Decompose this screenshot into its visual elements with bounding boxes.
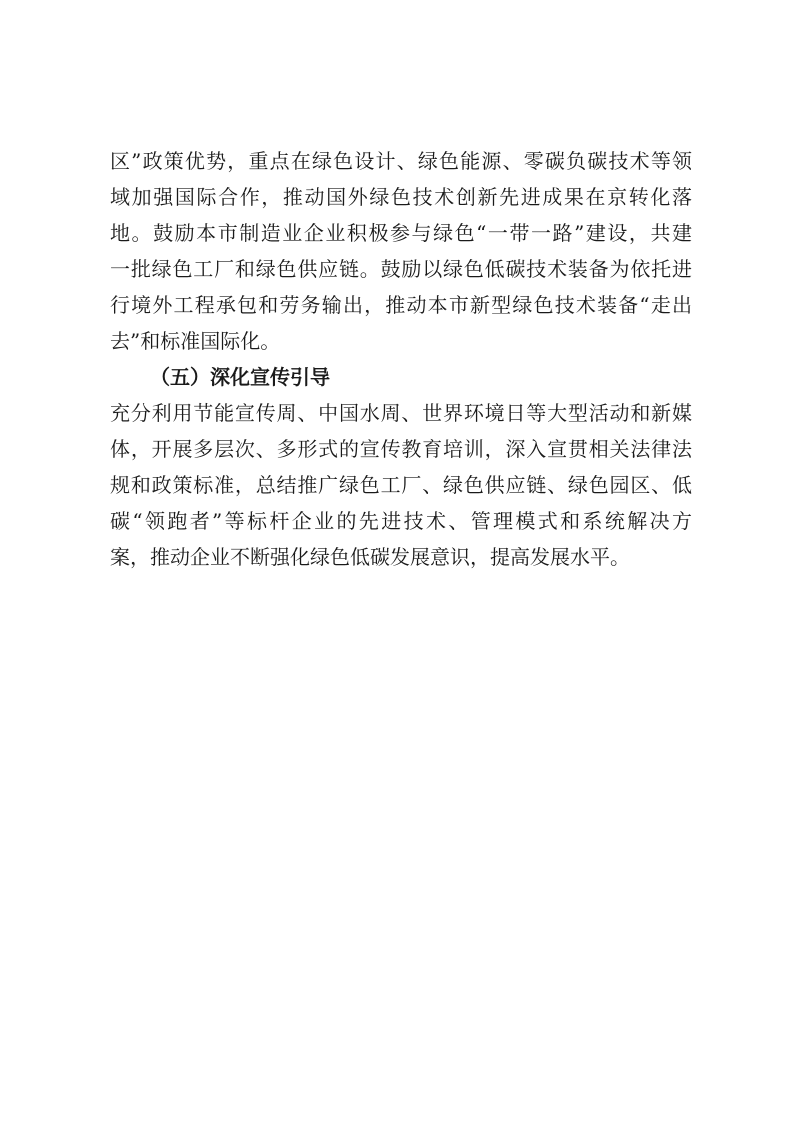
section-heading: （五）深化宣传引导 (150, 365, 330, 389)
paragraph-line: 规和政策标准，总结推广绿色工厂、绿色供应链、绿色园区、低 (110, 473, 692, 497)
paragraph-line: 体，开展多层次、多形式的宣传教育培训，深入宣贯相关法律法 (110, 437, 692, 461)
paragraph-line: 案，推动企业不断强化绿色低碳发展意识，提高发展水平。 (110, 545, 630, 569)
paragraph-line: 碳“领跑者”等标杆企业的先进技术、管理模式和系统解决方 (110, 509, 692, 533)
paragraph-line: 行境外工程承包和劳务输出，推动本市新型绿色技术装备“走出 (110, 293, 692, 317)
paragraph-line: 区”政策优势，重点在绿色设计、绿色能源、零碳负碳技术等领 (110, 149, 692, 173)
paragraph-line: 地。鼓励本市制造业企业积极参与绿色“一带一路”建设，共建 (110, 221, 692, 245)
paragraph-line: 去”和标准国际化。 (110, 329, 281, 353)
paragraph-line: 域加强国际合作，推动国外绿色技术创新先进成果在京转化落 (110, 185, 692, 209)
paragraph-line: 充分利用节能宣传周、中国水周、世界环境日等大型活动和新媒 (110, 401, 692, 425)
paragraph-line: 一批绿色工厂和绿色供应链。鼓励以绿色低碳技术装备为依托进 (110, 257, 692, 281)
